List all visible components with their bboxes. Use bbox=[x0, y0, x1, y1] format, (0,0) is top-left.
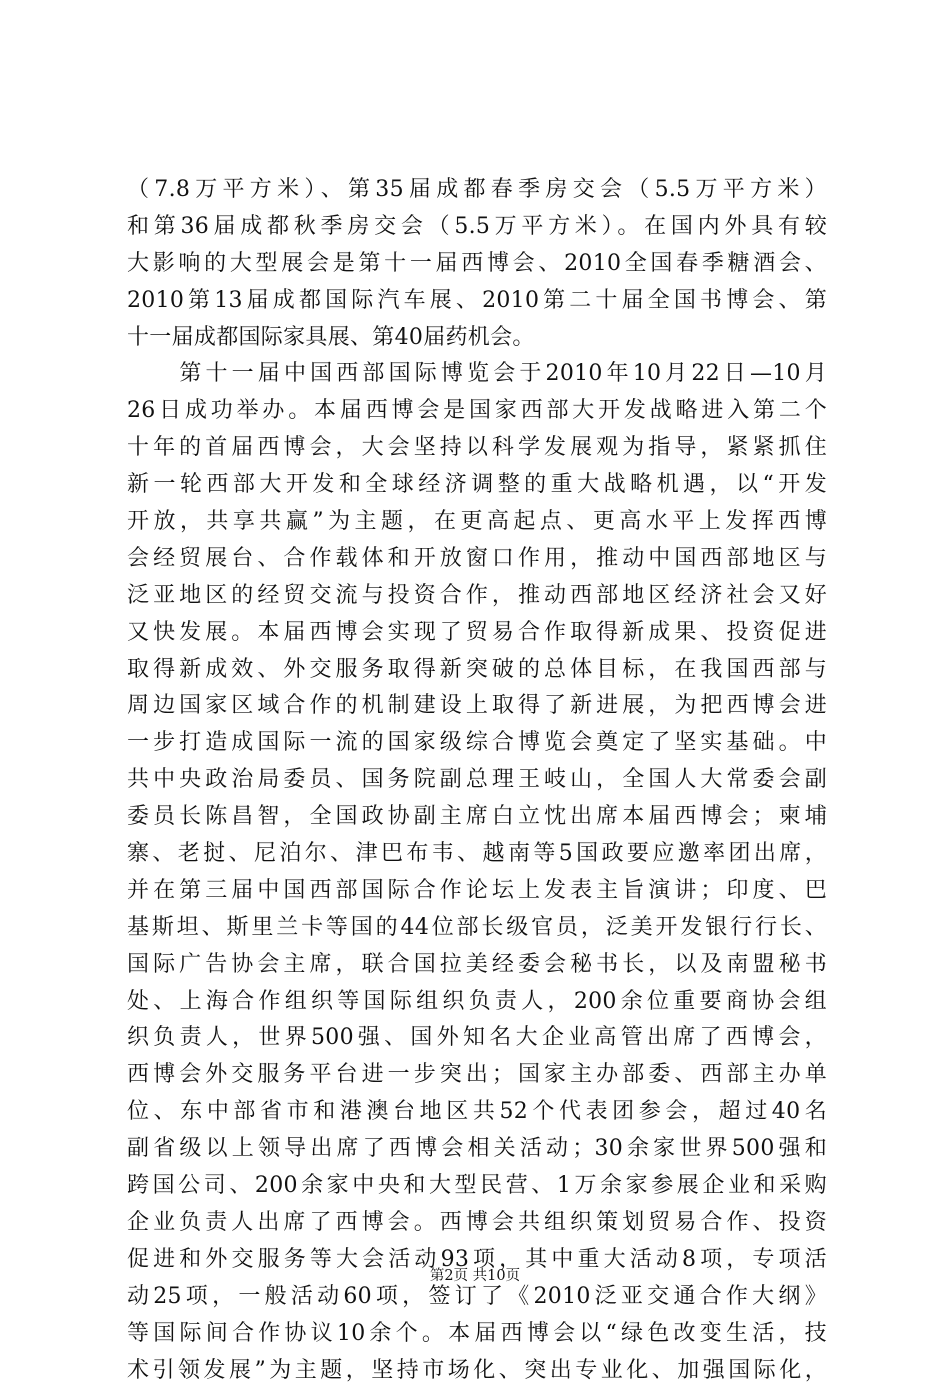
text-line: 会经贸展台、合作载体和开放窗口作用，推动中国西部地区与 bbox=[127, 541, 827, 578]
text-line: 第十一届中国西部国际博览会于2010年10月22日—10月 bbox=[127, 356, 827, 393]
text-line: 大影响的大型展会是第十一届西博会、2010全国春季糖酒会、 bbox=[127, 246, 827, 283]
body-text bbox=[127, 172, 827, 1389]
text-line: 促进和外交服务等大会活动93项，其中重大活动8项，专项活 bbox=[127, 1242, 827, 1279]
text-line: 开放，共享共赢”为主题，在更高起点、更高水平上发挥西博 bbox=[127, 504, 827, 541]
text-line: 取得新成效、外交服务取得新突破的总体目标，在我国西部与 bbox=[127, 652, 827, 689]
text-line: 并在第三届中国西部国际合作论坛上发表主旨演讲；印度、巴 bbox=[127, 873, 827, 910]
text-line: 寨、老挝、尼泊尔、津巴布韦、越南等5国政要应邀率团出席， bbox=[127, 836, 827, 873]
text-line: 国际广告协会主席，联合国拉美经委会秘书长，以及南盟秘书 bbox=[127, 947, 827, 984]
text-line: 泛亚地区的经贸交流与投资合作，推动西部地区经济社会又好 bbox=[127, 578, 827, 615]
text-line: （7.8万平方米）、第35届成都春季房交会（5.5万平方米） bbox=[127, 172, 827, 209]
text-line: 一步打造成国际一流的国家级综合博览会奠定了坚实基础。中 bbox=[127, 725, 827, 762]
text-line: 和第36届成都秋季房交会（5.5万平方米）。在国内外具有较 bbox=[127, 209, 827, 246]
text-line: 十年的首届西博会，大会坚持以科学发展观为指导，紧紧抓住 bbox=[127, 430, 827, 467]
text-line: 处、上海合作组织等国际组织负责人，200余位重要商协会组 bbox=[127, 984, 827, 1021]
text-line: 位、东中部省市和港澳台地区共52个代表团参会，超过40名 bbox=[127, 1094, 827, 1131]
text-line: 新一轮西部大开发和全球经济调整的重大战略机遇，以“开发 bbox=[127, 467, 827, 504]
text-line: 共中央政治局委员、国务院副总理王岐山，全国人大常委会副 bbox=[127, 762, 827, 799]
text-line: 等国际间合作协议10余个。本届西博会以“绿色改变生活，技 bbox=[127, 1316, 827, 1353]
page-footer: 第2页 共10页 bbox=[0, 1266, 950, 1286]
text-line: 周边国家区域合作的机制建设上取得了新进展，为把西博会进 bbox=[127, 688, 827, 725]
text-line: 术引领发展”为主题，坚持市场化、突出专业化、加强国际化， bbox=[127, 1353, 827, 1389]
text-line: 又快发展。本届西博会实现了贸易合作取得新成果、投资促进 bbox=[127, 615, 827, 652]
text-line: 织负责人，世界500强、国外知名大企业高管出席了西博会， bbox=[127, 1020, 827, 1057]
text-line: 委员长陈昌智，全国政协副主席白立忱出席本届西博会；柬埔 bbox=[127, 799, 827, 836]
text-line: 十一届成都国际家具展、第40届药机会。 bbox=[127, 320, 827, 357]
text-line: 26日成功举办。本届西博会是国家西部大开发战略进入第二个 bbox=[127, 393, 827, 430]
text-line: 动25项，一般活动60项，签订了《2010泛亚交通合作大纲》 bbox=[127, 1279, 827, 1316]
text-line: 西博会外交服务平台进一步突出；国家主办部委、西部主办单 bbox=[127, 1057, 827, 1094]
text-line: 2010第13届成都国际汽车展、2010第二十届全国书博会、第 bbox=[127, 283, 827, 320]
text-line: 基斯坦、斯里兰卡等国的44位部长级官员，泛美开发银行行长、 bbox=[127, 910, 827, 947]
text-line: 跨国公司、200余家中央和大型民营、1万余家参展企业和采购 bbox=[127, 1168, 827, 1205]
text-line: 企业负责人出席了西博会。西博会共组织策划贸易合作、投资 bbox=[127, 1205, 827, 1242]
text-line: 副省级以上领导出席了西博会相关活动；30余家世界500强和 bbox=[127, 1131, 827, 1168]
